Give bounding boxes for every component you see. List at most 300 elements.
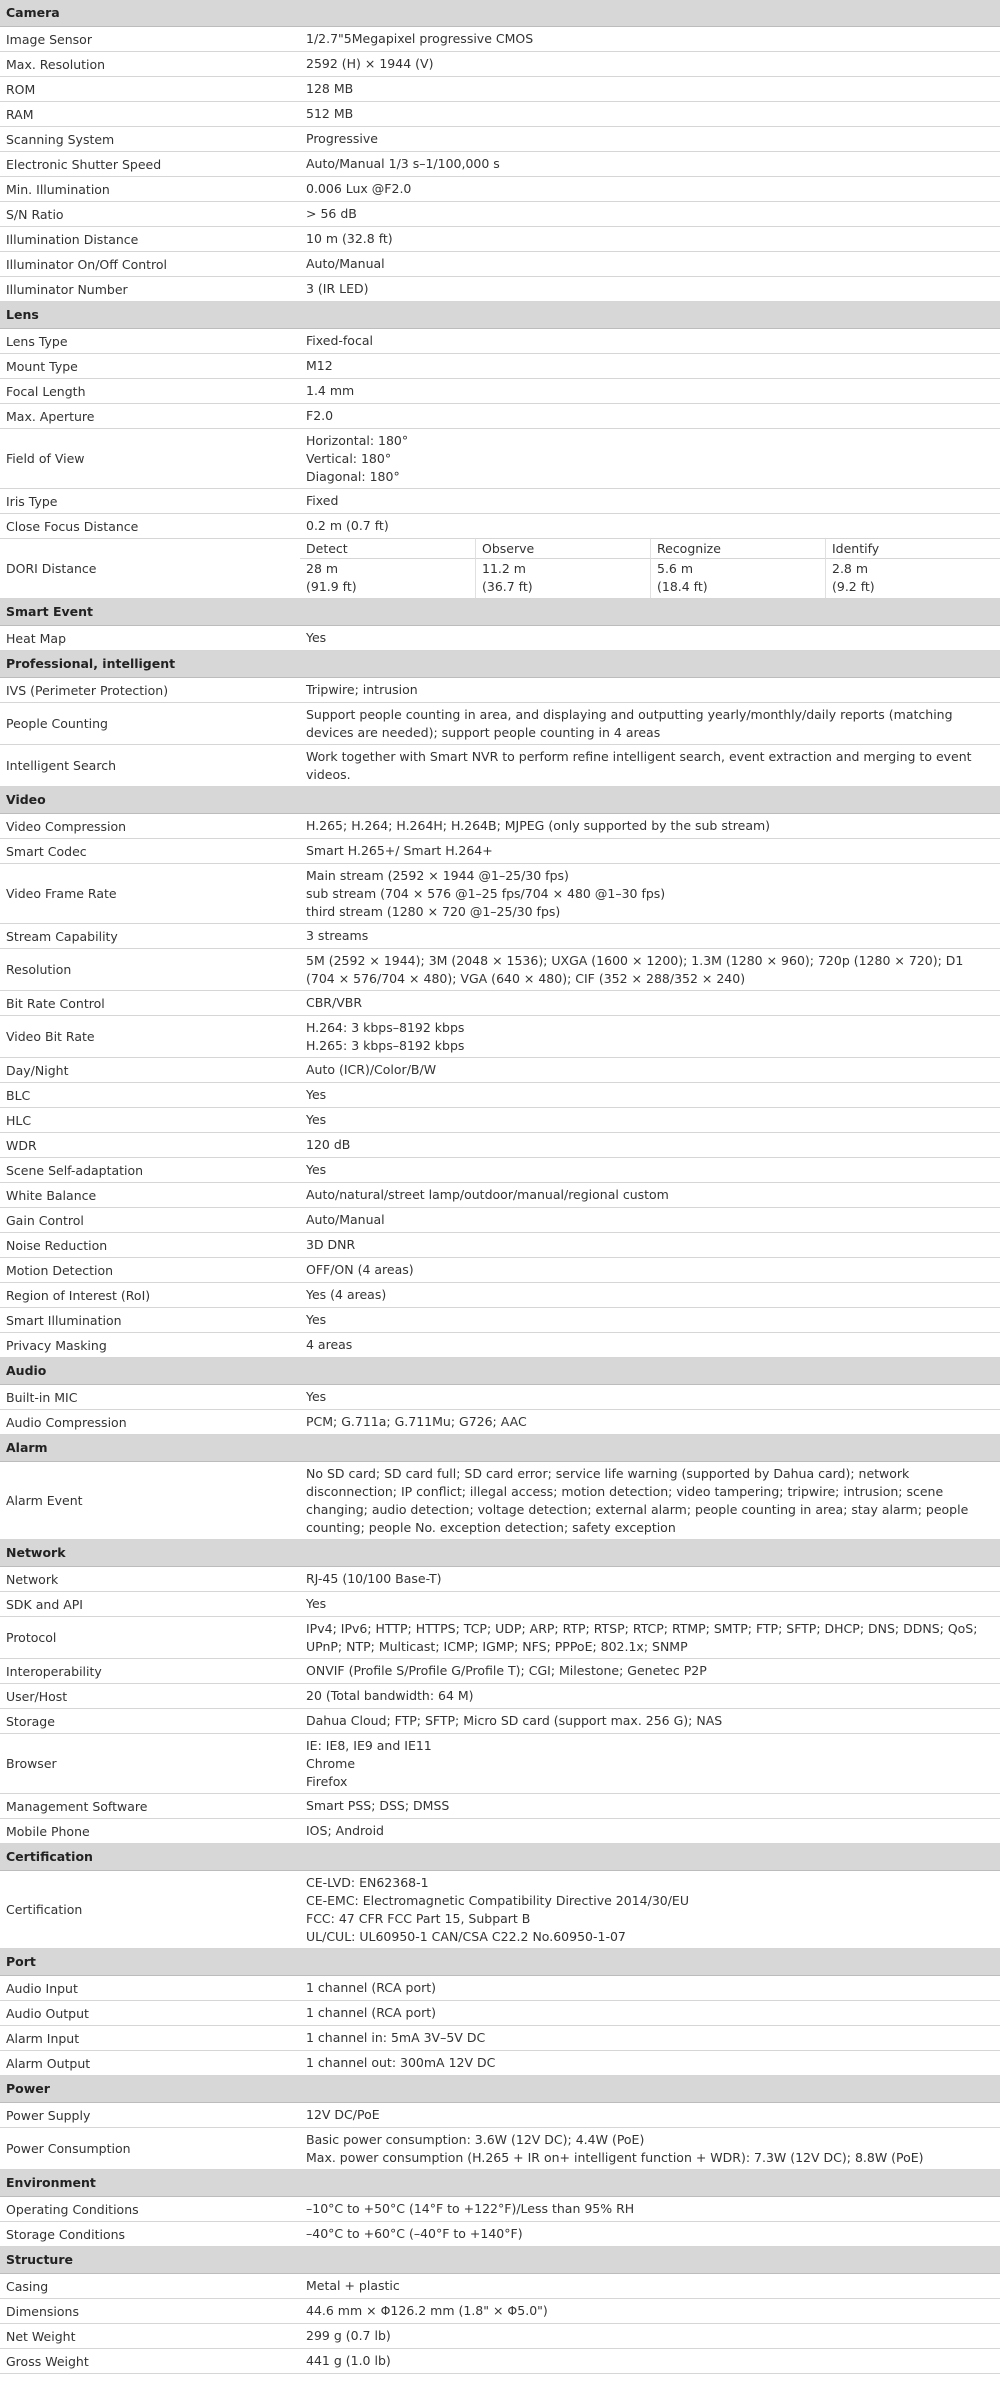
spec-row (0, 2299, 1000, 2324)
spec-value-line: 512 MB (306, 106, 354, 121)
dori-value-line: 11.2 m (482, 561, 526, 577)
spec-value (300, 2197, 1000, 2221)
spec-label: WDR (6, 1137, 37, 1153)
spec-value-line: Yes (306, 1162, 327, 1177)
spec-value (300, 1592, 1000, 1616)
spec-section (0, 787, 1000, 1358)
spec-value (300, 514, 1000, 538)
spec-label: Day/Night (6, 1062, 69, 1078)
spec-value (300, 404, 1000, 428)
section-header: Power (0, 2076, 1000, 2103)
spec-row (0, 814, 1000, 839)
section-header: Camera (0, 0, 1000, 27)
spec-value-line: Auto (ICR)/Color/B/W (306, 1062, 437, 1077)
spec-value (300, 2026, 1000, 2050)
spec-value-line: Progressive (306, 131, 378, 146)
spec-row (0, 1410, 1000, 1435)
spec-row (0, 1592, 1000, 1617)
spec-value-line: H.265: 3 kbps–8192 kbps (306, 1037, 465, 1053)
spec-value-line: Smart PSS; DSS; DMSS (306, 1798, 450, 1813)
spec-label: Min. Illumination (6, 181, 110, 197)
spec-value (300, 1976, 1000, 2000)
spec-label: Mobile Phone (6, 1823, 90, 1839)
spec-label: Audio Output (6, 2005, 89, 2021)
spec-label: Stream Capability (6, 928, 118, 944)
spec-row (0, 1158, 1000, 1183)
spec-value (300, 1233, 1000, 1257)
spec-value (300, 329, 1000, 353)
spec-value (300, 1734, 1000, 1793)
spec-row (0, 2274, 1000, 2299)
spec-value-line: Support people counting in area, and displaying and outputting yearly/monthly/daily reports (matching devices are needed); support people counting in 4 areas (306, 706, 953, 740)
spec-label: Smart Illumination (6, 1312, 122, 1328)
section-header: Professional, intelligent (0, 651, 1000, 678)
spec-label: Power Consumption (6, 2141, 131, 2156)
spec-row (0, 1734, 1000, 1794)
spec-value-line: Diagonal: 180° (306, 468, 400, 484)
dori-header: Identify (825, 539, 1000, 559)
spec-value (300, 202, 1000, 226)
spec-value-line: 20 (Total bandwidth: 64 M) (306, 1688, 474, 1703)
spec-label: Noise Reduction (6, 1237, 108, 1253)
spec-row (0, 1233, 1000, 1258)
dori-value-line: 28 m (306, 561, 339, 577)
spec-row (0, 277, 1000, 302)
spec-value-line: 3 streams (306, 928, 369, 943)
spec-value (300, 1208, 1000, 1232)
spec-value (300, 277, 1000, 301)
spec-value-line: No SD card; SD card full; SD card error; service life warning (supported by Dahua card); network disconnection; IP conflict; illegal access; motion detection; video tampering; tripwire; intrusion; scene changing; audio detection; voltage detection; external alarm; people counting in area; stay alarm; people counting; people No. exception detection; safety exception (306, 1465, 969, 1535)
spec-value-line: 3D DNR (306, 1237, 356, 1252)
dori-value-line: 2.8 m (832, 561, 869, 577)
spec-value (300, 489, 1000, 513)
spec-value (300, 1794, 1000, 1818)
spec-value-line: 441 g (1.0 lb) (306, 2353, 391, 2368)
spec-row (0, 1108, 1000, 1133)
spec-row (0, 1385, 1000, 1410)
spec-value (300, 52, 1000, 76)
spec-value-line: Auto/Manual 1/3 s–1/100,000 s (306, 156, 500, 171)
spec-section (0, 1949, 1000, 2076)
spec-label: Video Frame Rate (6, 886, 117, 901)
spec-row (0, 514, 1000, 539)
spec-value-line: 12V DC/PoE (306, 2107, 380, 2122)
spec-value-line: Yes (306, 1389, 327, 1404)
spec-value-line: Vertical: 180° (306, 450, 392, 466)
spec-value-line: RJ-45 (10/100 Base-T) (306, 1571, 442, 1586)
spec-value (300, 2324, 1000, 2348)
spec-value-line: 0.2 m (0.7 ft) (306, 518, 389, 533)
spec-value (300, 127, 1000, 151)
spec-value (300, 102, 1000, 126)
spec-label: Net Weight (6, 2328, 76, 2344)
spec-label: Max. Aperture (6, 408, 95, 424)
section-header: Audio (0, 1358, 1000, 1385)
spec-label: Smart Codec (6, 843, 87, 859)
spec-label: Management Software (6, 1798, 148, 1814)
spec-section (0, 1540, 1000, 1844)
spec-row (0, 2197, 1000, 2222)
spec-row (0, 177, 1000, 202)
spec-row (0, 77, 1000, 102)
spec-value-line: –10°C to +50°C (14°F to +122°F)/Less than 95% RH (306, 2201, 635, 2216)
spec-row (0, 924, 1000, 949)
spec-label: Close Focus Distance (6, 518, 139, 534)
spec-value (300, 703, 1000, 744)
spec-row (0, 1283, 1000, 1308)
spec-label: DORI Distance (6, 561, 97, 576)
spec-label: SDK and API (6, 1596, 83, 1612)
spec-value-line: Main stream (2592 × 1944 @1–25/30 fps) (306, 867, 569, 883)
spec-label: Gain Control (6, 1212, 84, 1228)
spec-value-line: Dahua Cloud; FTP; SFTP; Micro SD card (support max. 256 G); NAS (306, 1713, 723, 1728)
spec-value-line: CE-LVD: EN62368-1 (306, 1874, 429, 1890)
dori-value-line: (91.9 ft) (306, 579, 357, 595)
spec-value-line: Firefox (306, 1773, 348, 1789)
spec-row (0, 991, 1000, 1016)
spec-value-line: Fixed-focal (306, 333, 373, 348)
spec-label: Intelligent Search (6, 758, 116, 773)
spec-value-line: Max. power consumption (H.265 + IR on+ intelligent function + WDR): 7.3W (12V DC); 8.8W (PoE) (306, 2149, 924, 2165)
dori-value-line: 5.6 m (657, 561, 694, 577)
spec-row (0, 1333, 1000, 1358)
spec-row (0, 1083, 1000, 1108)
spec-value-line: M12 (306, 358, 333, 373)
spec-value (300, 1617, 1000, 1658)
spec-row (0, 489, 1000, 514)
spec-value (300, 2051, 1000, 2075)
spec-section (0, 0, 1000, 302)
section-header: Video (0, 787, 1000, 814)
spec-value-line: PCM; G.711a; G.711Mu; G726; AAC (306, 1414, 527, 1429)
spec-label: Illuminator On/Off Control (6, 256, 168, 272)
spec-label: Power Supply (6, 2107, 91, 2123)
spec-label: Storage Conditions (6, 2226, 126, 2242)
spec-label: Audio Input (6, 1980, 78, 1996)
spec-value (300, 1819, 1000, 1843)
spec-value (300, 2001, 1000, 2025)
spec-label: Gross Weight (6, 2353, 89, 2369)
spec-value-line: 1 channel (RCA port) (306, 1980, 437, 1995)
spec-label: Field of View (6, 451, 85, 466)
spec-row (0, 227, 1000, 252)
spec-value (300, 2274, 1000, 2298)
spec-label: Motion Detection (6, 1262, 114, 1278)
spec-value-line: 299 g (0.7 lb) (306, 2328, 391, 2343)
spec-value (300, 227, 1000, 251)
spec-row (0, 404, 1000, 429)
spec-value (300, 1659, 1000, 1683)
spec-row (0, 429, 1000, 489)
spec-row (0, 626, 1000, 651)
spec-value (300, 177, 1000, 201)
spec-row (0, 1183, 1000, 1208)
spec-value-line: sub stream (704 × 576 @1–25 fps/704 × 480 @1–30 fps) (306, 885, 666, 901)
spec-value-line: 44.6 mm × Φ126.2 mm (1.8" × Φ5.0") (306, 2303, 548, 2318)
spec-value-line: Auto/Manual (306, 256, 385, 271)
spec-label: Privacy Masking (6, 1337, 107, 1353)
spec-value-line: 3 (IR LED) (306, 281, 369, 296)
spec-value-line: > 56 dB (306, 206, 357, 221)
spec-value-line: Yes (306, 630, 327, 645)
section-header: Structure (0, 2247, 1000, 2274)
spec-label: Bit Rate Control (6, 995, 105, 1011)
spec-section (0, 2247, 1000, 2374)
spec-value-line: ONVIF (Profile S/Profile G/Profile T); CGI; Milestone; Genetec P2P (306, 1663, 707, 1678)
spec-value (300, 839, 1000, 863)
dori-header: Observe (475, 539, 650, 559)
spec-value (300, 626, 1000, 650)
spec-row (0, 1871, 1000, 1949)
spec-value (300, 2128, 1000, 2169)
spec-value (300, 1016, 1000, 1057)
spec-row (0, 252, 1000, 277)
spec-row (0, 839, 1000, 864)
spec-row (0, 1016, 1000, 1058)
spec-row (0, 2026, 1000, 2051)
spec-value (300, 1567, 1000, 1591)
spec-value (300, 1333, 1000, 1357)
spec-value (300, 864, 1000, 923)
spec-label: ROM (6, 81, 36, 97)
spec-row (0, 202, 1000, 227)
spec-value (300, 1258, 1000, 1282)
spec-label: Iris Type (6, 493, 58, 509)
spec-row (0, 1133, 1000, 1158)
spec-value-line: OFF/ON (4 areas) (306, 1262, 414, 1277)
spec-label: Built-in MIC (6, 1389, 78, 1405)
section-header: Network (0, 1540, 1000, 1567)
spec-label: Network (6, 1571, 59, 1587)
spec-value-line: Auto/natural/street lamp/outdoor/manual/regional custom (306, 1187, 669, 1202)
spec-row (0, 1208, 1000, 1233)
spec-value-line: Horizontal: 180° (306, 432, 409, 448)
section-header: Smart Event (0, 599, 1000, 626)
spec-row (0, 1617, 1000, 1659)
spec-row (0, 745, 1000, 787)
spec-value-line: Chrome (306, 1755, 356, 1771)
spec-value-line: Tripwire; intrusion (306, 682, 418, 697)
spec-row (0, 2349, 1000, 2374)
spec-row (0, 52, 1000, 77)
dori-value-line: (9.2 ft) (832, 579, 875, 595)
spec-value-line: CE-EMC: Electromagnetic Compatibility Directive 2014/30/EU (306, 1892, 689, 1908)
spec-row (0, 379, 1000, 404)
spec-row (0, 1462, 1000, 1540)
spec-row (0, 678, 1000, 703)
spec-row (0, 703, 1000, 745)
spec-label: Certification (6, 1902, 83, 1917)
spec-label: People Counting (6, 716, 108, 731)
spec-label: Protocol (6, 1630, 57, 1645)
spec-value (300, 1308, 1000, 1332)
spec-label: Heat Map (6, 630, 67, 646)
spec-label: HLC (6, 1112, 32, 1128)
spec-section (0, 1358, 1000, 1435)
spec-label: BLC (6, 1087, 31, 1103)
spec-value (300, 77, 1000, 101)
spec-label: Casing (6, 2278, 49, 2294)
spec-row (0, 127, 1000, 152)
spec-section (0, 1844, 1000, 1949)
spec-value-line: Smart H.265+/ Smart H.264+ (306, 843, 493, 858)
spec-section (0, 599, 1000, 651)
spec-label: Region of Interest (RoI) (6, 1287, 151, 1303)
spec-section (0, 2076, 1000, 2170)
spec-value (300, 1133, 1000, 1157)
spec-value (300, 1709, 1000, 1733)
spec-value (300, 1158, 1000, 1182)
spec-row (0, 1308, 1000, 1333)
spec-value-line: 1 channel (RCA port) (306, 2005, 437, 2020)
dori-value (650, 559, 825, 599)
spec-row (0, 1819, 1000, 1844)
spec-value-line: 1.4 mm (306, 383, 355, 398)
spec-value (300, 354, 1000, 378)
spec-section (0, 1435, 1000, 1540)
spec-row (0, 354, 1000, 379)
spec-row (0, 539, 1000, 599)
spec-value-line: IOS; Android (306, 1823, 384, 1838)
spec-label: Video Bit Rate (6, 1029, 95, 1044)
spec-label: S/N Ratio (6, 206, 64, 222)
spec-row (0, 1709, 1000, 1734)
spec-row (0, 1567, 1000, 1592)
spec-row (0, 2128, 1000, 2170)
spec-value-line: Work together with Smart NVR to perform refine intelligent search, event extraction and merging to event videos. (306, 748, 972, 782)
spec-label: Browser (6, 1756, 57, 1771)
spec-value-line: FCC: 47 CFR FCC Part 15, Subpart B (306, 1910, 531, 1926)
spec-value (300, 1283, 1000, 1307)
spec-value-line: UL/CUL: UL60950-1 CAN/CSA C22.2 No.60950-1-07 (306, 1928, 626, 1944)
spec-value (300, 814, 1000, 838)
spec-label: Storage (6, 1713, 55, 1729)
spec-value-line: 1/2.7"5Megapixel progressive CMOS (306, 31, 534, 46)
spec-label: User/Host (6, 1688, 68, 1704)
spec-row (0, 2051, 1000, 2076)
spec-value-line: IPv4; IPv6; HTTP; HTTPS; TCP; UDP; ARP; RTP; RTSP; RTCP; RTMP; SMTP; FTP; SFTP; DHCP; DNS; DDNS; QoS; UPnP; NTP; Multicast; ICMP; IGMP; NFS; PPPoE; 802.1x; SNMP (306, 1620, 978, 1654)
spec-value (300, 27, 1000, 51)
dori-value (825, 559, 1000, 599)
dori-value-line: (36.7 ft) (482, 579, 533, 595)
spec-row (0, 329, 1000, 354)
spec-value (300, 429, 1000, 488)
spec-value-line: 4 areas (306, 1337, 353, 1352)
spec-row (0, 949, 1000, 991)
spec-value (300, 1410, 1000, 1434)
spec-value (300, 1385, 1000, 1409)
spec-value (300, 745, 1000, 786)
dori-grid (300, 539, 1000, 598)
spec-label: White Balance (6, 1187, 97, 1203)
spec-label: Video Compression (6, 818, 127, 834)
section-header: Alarm (0, 1435, 1000, 1462)
spec-value-line: 2592 (H) × 1944 (V) (306, 56, 434, 71)
spec-label: Alarm Event (6, 1493, 83, 1508)
spec-value-line: Yes (306, 1112, 327, 1127)
spec-row (0, 2103, 1000, 2128)
spec-value-line: –40°C to +60°C (–40°F to +140°F) (306, 2226, 523, 2241)
spec-label: Operating Conditions (6, 2201, 139, 2217)
spec-value (300, 2299, 1000, 2323)
spec-label: Electronic Shutter Speed (6, 156, 162, 172)
section-header: Lens (0, 302, 1000, 329)
section-header: Environment (0, 2170, 1000, 2197)
dori-header: Recognize (650, 539, 825, 559)
spec-label: Scene Self-adaptation (6, 1162, 144, 1178)
spec-value-line: Fixed (306, 493, 339, 508)
spec-value-line: Metal + plastic (306, 2278, 400, 2293)
spec-value-line: Yes (306, 1596, 327, 1611)
spec-value (300, 252, 1000, 276)
spec-value-line: Yes (306, 1087, 327, 1102)
spec-row (0, 1684, 1000, 1709)
spec-value (300, 1462, 1000, 1539)
section-header: Port (0, 1949, 1000, 1976)
spec-label: Illuminator Number (6, 281, 128, 297)
spec-row (0, 102, 1000, 127)
spec-value (300, 1108, 1000, 1132)
spec-value-line: Auto/Manual (306, 1212, 385, 1227)
spec-label: Lens Type (6, 333, 68, 349)
spec-label: Interoperability (6, 1663, 102, 1679)
spec-label: Max. Resolution (6, 56, 106, 72)
spec-label: Alarm Output (6, 2055, 91, 2071)
dori-value (475, 559, 650, 599)
spec-value-line: 10 m (32.8 ft) (306, 231, 393, 246)
spec-value-line: IE: IE8, IE9 and IE11 (306, 1737, 432, 1753)
spec-label: Focal Length (6, 383, 86, 399)
spec-value (300, 924, 1000, 948)
spec-value (300, 379, 1000, 403)
spec-label: Mount Type (6, 358, 78, 374)
spec-label: Audio Compression (6, 1414, 127, 1430)
spec-row (0, 27, 1000, 52)
spec-value-line: 128 MB (306, 81, 354, 96)
spec-section (0, 2170, 1000, 2247)
spec-row (0, 864, 1000, 924)
spec-row (0, 1976, 1000, 2001)
spec-value-line: 120 dB (306, 1137, 351, 1152)
spec-value (300, 1058, 1000, 1082)
spec-row (0, 2222, 1000, 2247)
spec-section (0, 651, 1000, 787)
spec-value (300, 678, 1000, 702)
spec-value-line: 0.006 Lux @F2.0 (306, 181, 412, 196)
spec-value-line: 5M (2592 × 1944); 3M (2048 × 1536); UXGA (1600 × 1200); 1.3M (1280 × 960); 720p (1280 × 720); D1 (704 × 576/704 × 480); VGA (640 × 480); CIF (352 × 288/352 × 240) (306, 952, 964, 986)
spec-section (0, 302, 1000, 599)
spec-value-line: F2.0 (306, 408, 334, 423)
spec-row (0, 2001, 1000, 2026)
spec-row (0, 1794, 1000, 1819)
spec-label: IVS (Perimeter Protection) (6, 682, 169, 698)
spec-row (0, 152, 1000, 177)
spec-value-line: Basic power consumption: 3.6W (12V DC); 4.4W (PoE) (306, 2131, 645, 2147)
spec-row (0, 1058, 1000, 1083)
spec-value (300, 1871, 1000, 1948)
spec-value-line: 1 channel out: 300mA 12V DC (306, 2055, 496, 2070)
spec-value (300, 991, 1000, 1015)
spec-value-line: H.265; H.264; H.264H; H.264B; MJPEG (only supported by the sub stream) (306, 818, 771, 833)
spec-label: Illumination Distance (6, 231, 139, 247)
spec-value-line: third stream (1280 × 720 @1–25/30 fps) (306, 903, 561, 919)
spec-value (300, 2222, 1000, 2246)
spec-row (0, 1258, 1000, 1283)
spec-value (300, 152, 1000, 176)
dori-header: Detect (300, 539, 475, 559)
section-header: Certification (0, 1844, 1000, 1871)
spec-value-line: CBR/VBR (306, 995, 363, 1010)
